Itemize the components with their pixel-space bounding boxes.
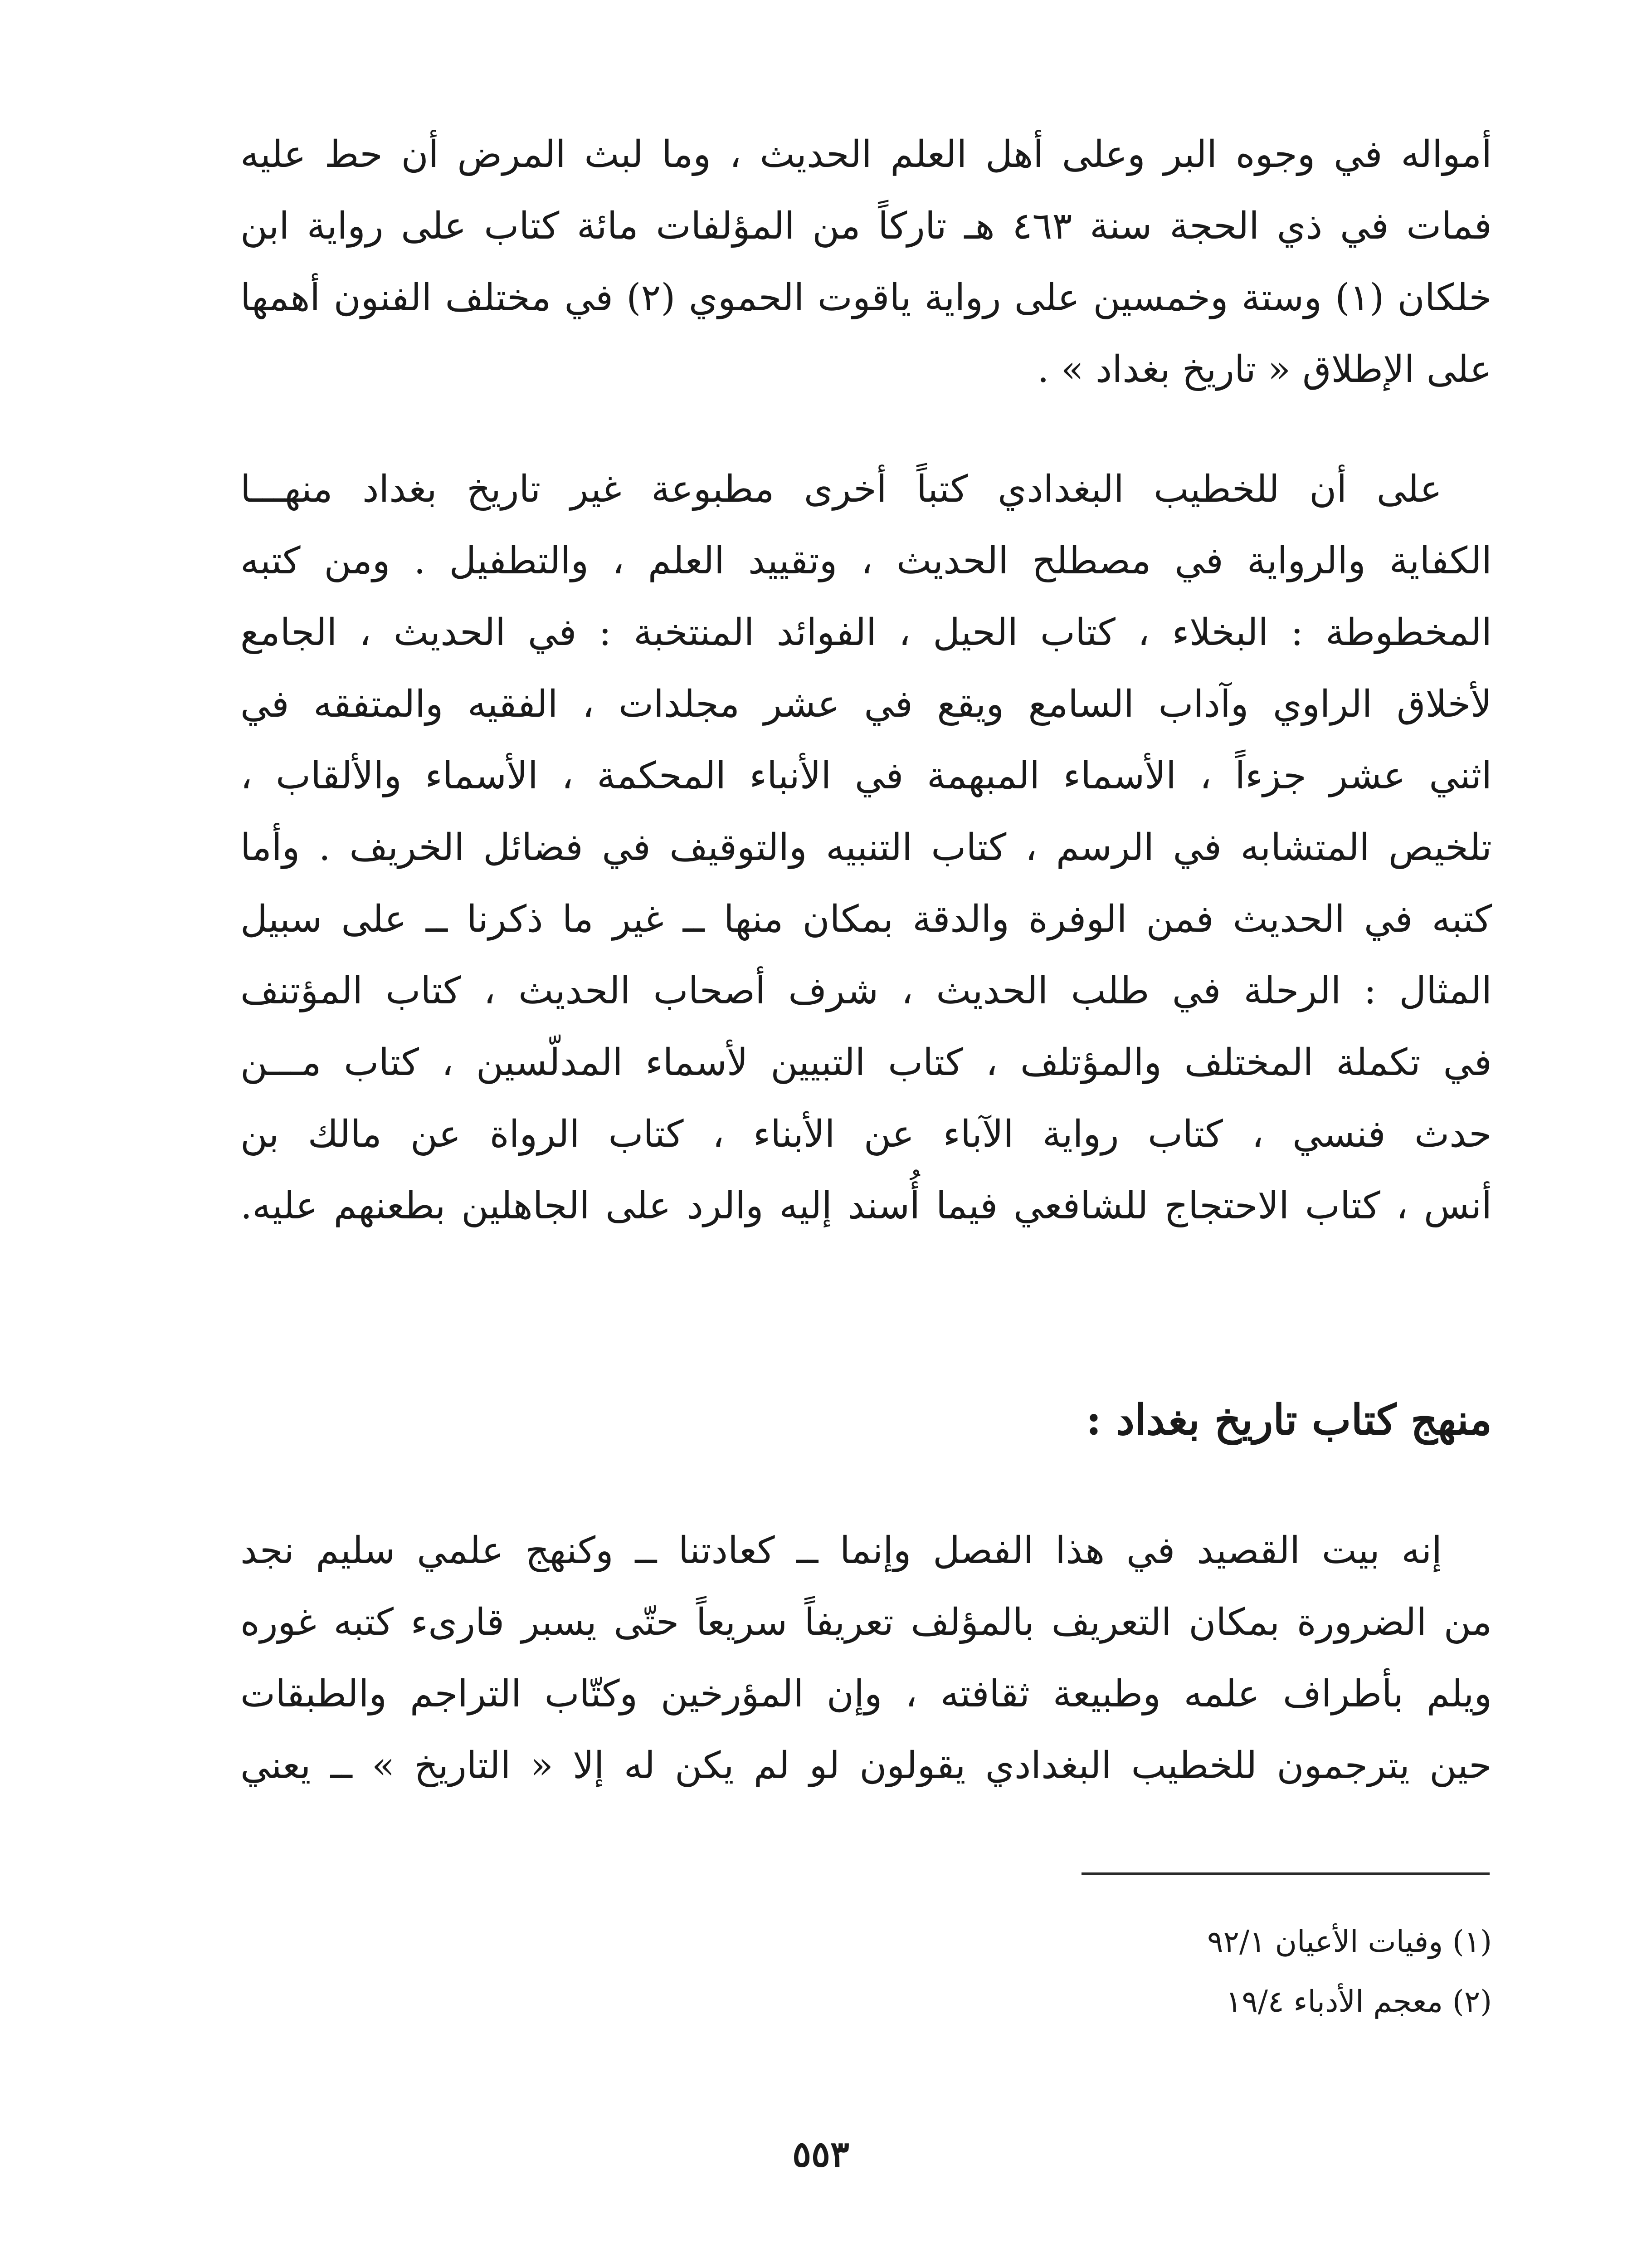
text-line: خلكان (١) وستة وخمسين على رواية ياقوت الحموي (٢) في مختلف الفنون أهمها [240,276,1492,319]
text-line: أمواله في وجوه البر وعلى أهل العلم الحديث ، وما لبث المرض أن حط عليه [240,133,1492,176]
paragraph-3 [240,1515,1492,1802]
paragraph-1 [240,119,1492,406]
text-line: في تكملة المختلف والمؤتلف ، كتاب التبيين لأسماء المدلّسين ، كتاب مـــن [240,1041,1492,1084]
text-line: المثال : الرحلة في طلب الحديث ، شرف أصحاب الحديث ، كتاب المؤتنف [240,969,1492,1012]
text-line: تلخيص المتشابه في الرسم ، كتاب التنبيه والتوقيف في فضائل الخريف . وأما [240,826,1492,869]
text-line: المخطوطة : البخلاء ، كتاب الحيل ، الفوائد المنتخبة : في الحديث ، الجامع [240,611,1492,654]
text-line: أنس ، كتاب الاحتجاج للشافعي فيما أُسند إليه والرد على الجاهلين بطعنهم عليه. [240,1184,1492,1227]
text-line: ويلم بأطراف علمه وطبيعة ثقافته ، وإن المؤرخين وكتّاب التراجم والطبقات [240,1672,1492,1716]
text-line: إنه بيت القصيد في هذا الفصل وإنما ــ كعادتنا ــ وكنهج علمي سليم نجد [240,1529,1442,1572]
footnotes [680,1912,1492,2032]
text-line: اثني عشر جزءاً ، الأسماء المبهمة في الأنباء المحكمة ، الأسماء والألقاب ، [240,754,1492,797]
text-line: فمات في ذي الحجة سنة ٤٦٣ هـ تاركاً من المؤلفات مائة كتاب على رواية ابن [240,205,1492,248]
footnote-1: (١) وفيات الأعيان ٩٢/١ [1207,1924,1492,1959]
text-line: حدث فنسي ، كتاب رواية الآباء عن الأبناء ، كتاب الرواة عن مالك بن [240,1113,1492,1156]
paragraph-2 [240,454,1492,1242]
text-line: لأخلاق الراوي وآداب السامع ويقع في عشر مجلدات ، الفقيه والمتفقه في [240,683,1492,726]
section-heading: منهج كتاب تاريخ بغداد : [1086,1395,1492,1444]
text-line: على أن للخطيب البغدادي كتباً أخرى مطبوعة غير تاريخ بغداد منهـــا [240,468,1442,511]
footnote-2: (٢) معجم الأدباء ١٩/٤ [1225,1984,1492,2019]
footnote-separator [1082,1872,1490,1875]
text-line: على الإطلاق « تاريخ بغداد » . [1037,348,1492,391]
text-line: الكفاية والرواية في مصطلح الحديث ، وتقييد العلم ، والتطفيل . ومن كتبه [240,539,1492,582]
text-line: من الضرورة بمكان التعريف بالمؤلف تعريفاً سريعاً حتّى يسبر قارىء كتبه غوره [240,1601,1492,1644]
text-line: كتبه في الحديث فمن الوفرة والدقة بمكان منها ــ غير ما ذكرنا ــ على سبيل [240,898,1492,941]
text-line: حين يترجمون للخطيب البغدادي يقولون لو لم يكن له إلا « التاريخ » ــ يعني [240,1744,1492,1787]
page-number: ٥٥٣ [792,2134,849,2175]
